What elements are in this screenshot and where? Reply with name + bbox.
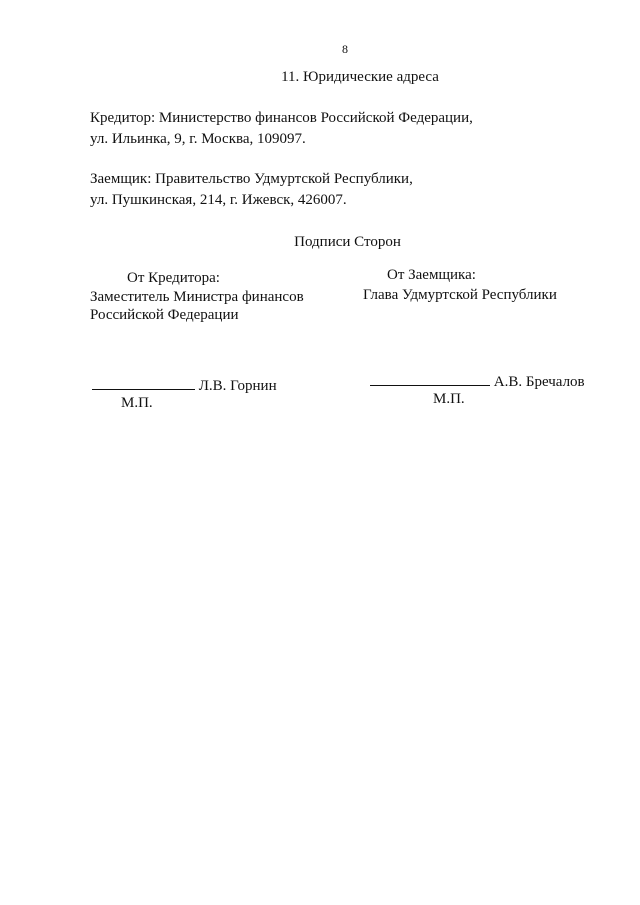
creditor-address-line-1: Кредитор: Министерство финансов Российской Федерации, [90, 110, 473, 126]
borrower-stamp-label: М.П. [433, 391, 465, 407]
creditor-stamp-label: М.П. [121, 395, 153, 411]
page-number: 8 [342, 42, 348, 56]
creditor-signatory-position-line-2: Российской Федерации [90, 307, 239, 323]
creditor-address-line-2: ул. Ильинка, 9, г. Москва, 109097. [90, 131, 306, 147]
borrower-signature-heading: От Заемщика: [387, 267, 476, 283]
creditor-signature-heading: От Кредитора: [127, 270, 220, 286]
borrower-signatory-name: А.В. Бречалов [493, 374, 585, 390]
creditor-signature-line [92, 376, 195, 390]
borrower-signature-line [370, 372, 490, 386]
borrower-address-line-1: Заемщик: Правительство Удмуртской Республики, [90, 171, 413, 187]
borrower-signature-block [370, 372, 585, 391]
borrower-signatory-position-line-1: Глава Удмуртской Республики [363, 287, 557, 303]
creditor-signature-block [92, 376, 277, 395]
creditor-signatory-position-line-1: Заместитель Министра финансов [90, 289, 304, 305]
creditor-signatory-name: Л.В. Горнин [198, 378, 277, 394]
section-title: 11. Юридические адреса [281, 69, 439, 85]
signatures-title: Подписи Сторон [294, 234, 401, 250]
borrower-address-line-2: ул. Пушкинская, 214, г. Ижевск, 426007. [90, 192, 347, 208]
